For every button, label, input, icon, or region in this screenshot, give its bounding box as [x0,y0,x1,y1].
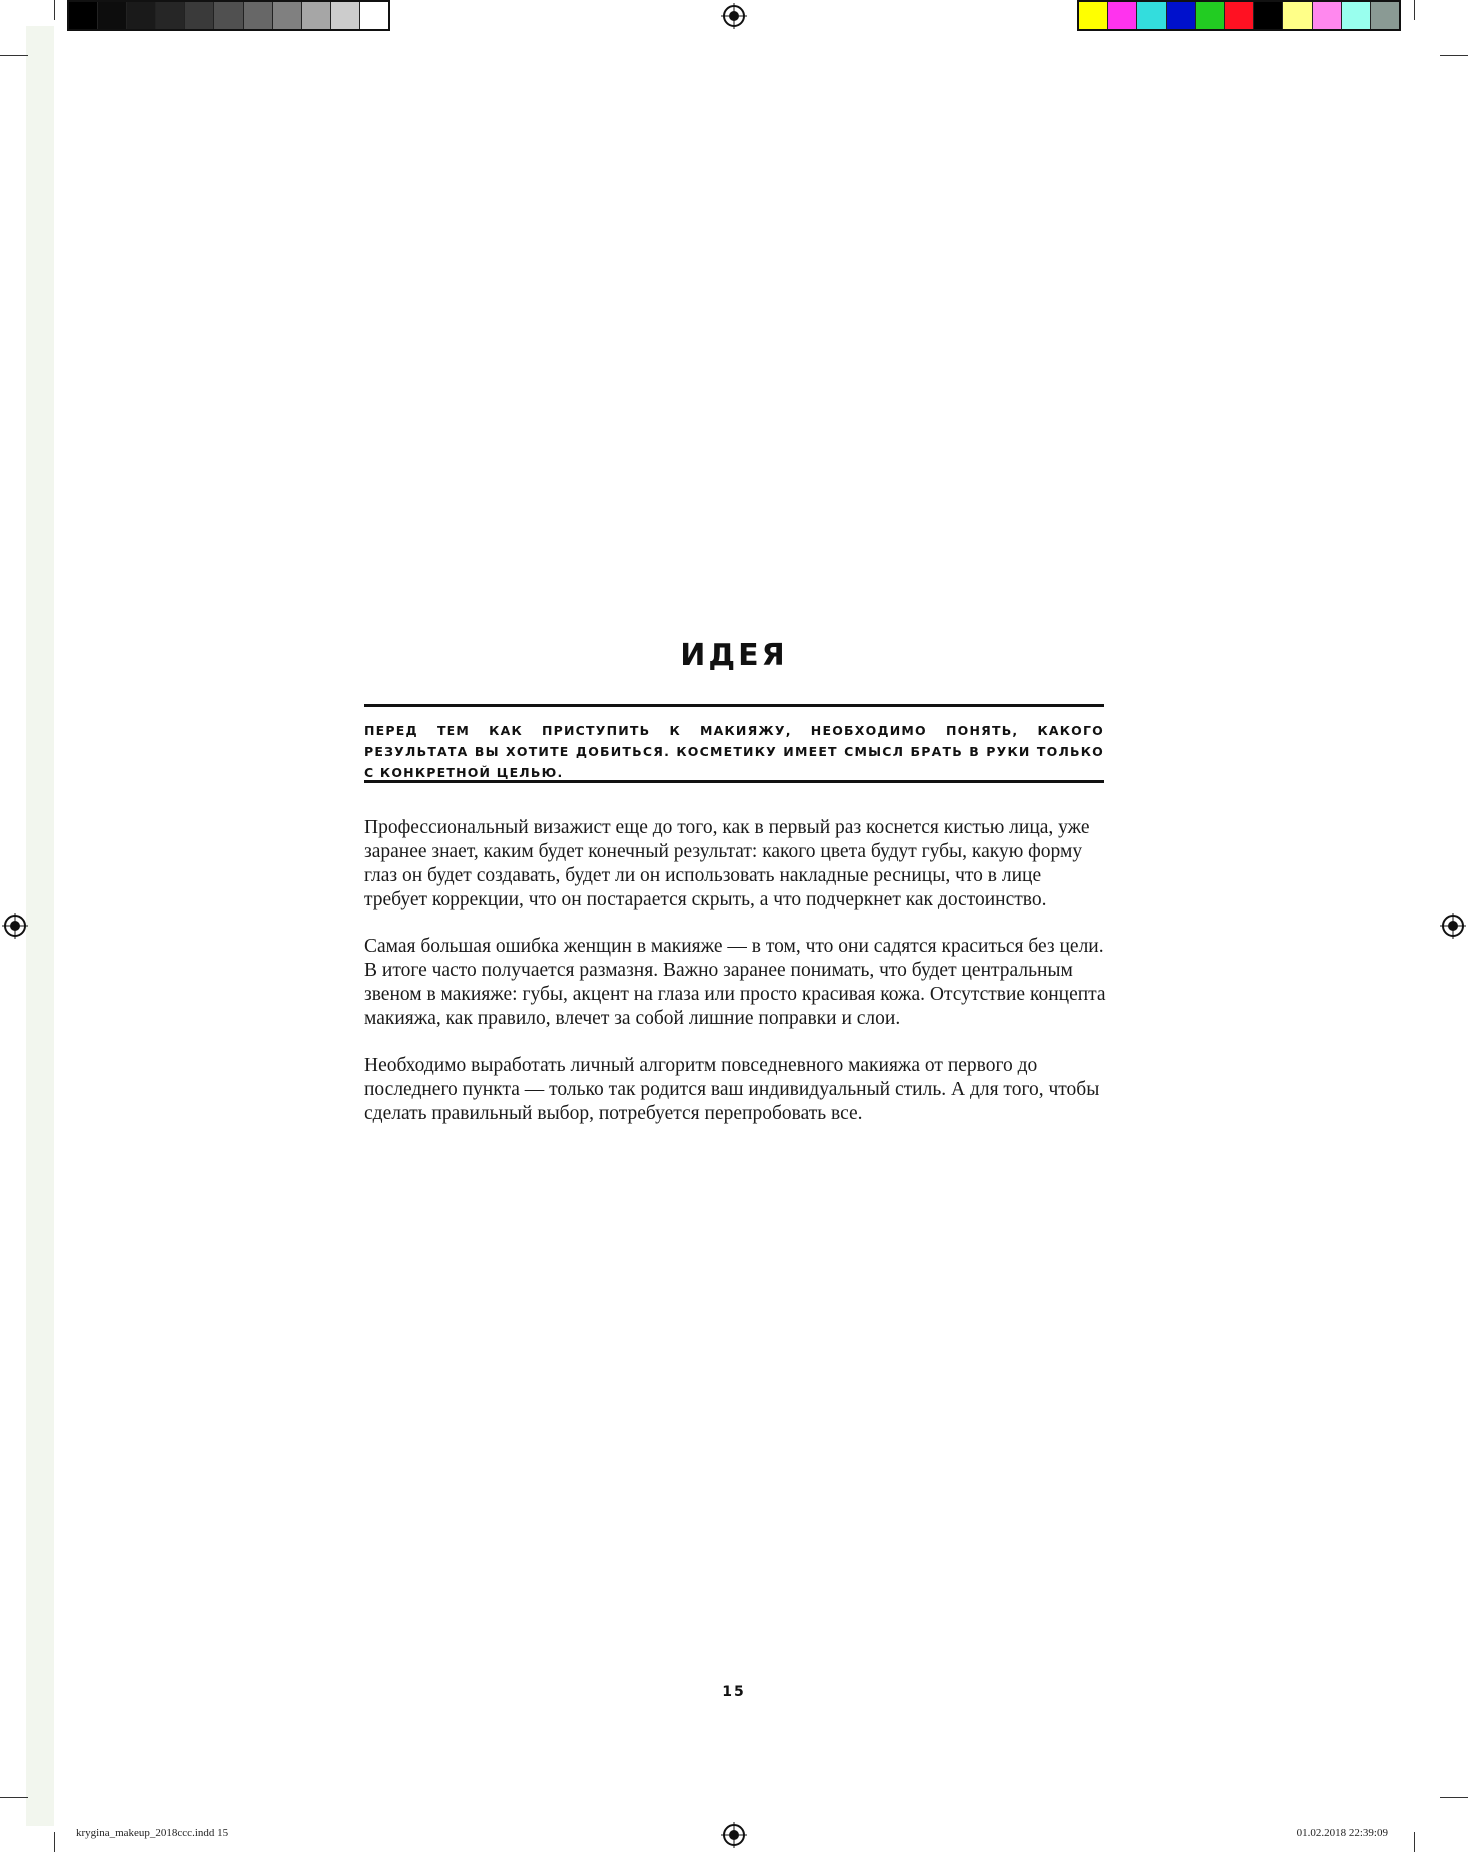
color-swatch [1137,2,1166,29]
divider-bottom [364,780,1104,783]
left-margin-strip [26,26,54,1826]
color-swatch [360,2,388,29]
color-swatch [1196,2,1225,29]
color-swatch [302,2,331,29]
crop-mark [1440,1797,1468,1798]
color-swatch [331,2,360,29]
crop-mark [0,55,28,56]
color-swatch [1283,2,1312,29]
body-paragraph: Необходимо выработать личный алгоритм повседневного макияжа от первого до последнего пункта — только так родится ваш индивидуальный стиль. А для того, чтобы сделать правильный выбор, потребуется перепробовать все. [364,1055,1100,1124]
process-color-bar [1077,0,1401,31]
color-swatch [1342,2,1371,29]
color-swatch [214,2,243,29]
color-swatch [1108,2,1137,29]
body-paragraph: Самая большая ошибка женщин в макияже — в том, что они садятся краситься без цели. В итоге часто получается размазня. Важно заранее понимать, что будет центральным звеном в макияже: губы, акцент на глаза или просто красивая кожа. Отсутствие концепта макияжа, как правило, влечет за собой лишние поправки и слои. [364,936,1106,1029]
crop-mark [54,1832,55,1852]
body-text [364,816,1108,1149]
color-swatch [1225,2,1254,29]
color-swatch [1254,2,1283,29]
color-swatch [1079,2,1108,29]
color-swatch [98,2,127,29]
lead-paragraph: ПЕРЕД ТЕМ КАК ПРИСТУПИТЬ К МАКИЯЖУ, НЕОБХОДИМО ПОНЯТЬ, КАКОГО РЕЗУЛЬТАТА ВЫ ХОТИТЕ ДОБИТЬСЯ. КОСМЕТИКУ ИМЕЕТ СМЫСЛ БРАТЬ В РУКИ ТОЛЬКО С КОНКРЕТНОЙ ЦЕЛЬЮ. [364,723,1104,780]
color-swatch [1167,2,1196,29]
color-swatch [69,2,98,29]
color-swatch [127,2,156,29]
registration-mark-icon [2,913,28,939]
body-paragraph: Профессиональный визажист еще до того, как в первый раз коснется кистью лица, уже заранее знает, каким будет конечный результат: какого цвета будут губы, какую форму глаз он будет создавать, будет ли он использовать накладные ресницы, что в лице требует коррекции, что он постарается скрыть, а что подчеркнет как достоинство. [364,817,1090,910]
color-swatch [1313,2,1342,29]
registration-mark-icon [721,1822,747,1848]
date-slug: 01.02.2018 22:39:09 [1296,1827,1388,1839]
page-number: 15 [722,1684,746,1700]
crop-mark [1414,0,1415,20]
registration-mark-icon [1440,913,1466,939]
crop-mark [54,0,55,20]
color-swatch [1371,2,1399,29]
color-swatch [156,2,185,29]
crop-mark [1414,1832,1415,1852]
color-swatch [244,2,273,29]
divider-top [364,704,1104,707]
color-swatch [273,2,302,29]
color-swatch [185,2,214,29]
gray-color-bar [67,0,390,31]
crop-mark [1440,55,1468,56]
file-slug: krygina_makeup_2018ccc.indd 15 [76,1827,229,1839]
registration-mark-icon [721,3,747,29]
crop-mark [0,1797,28,1798]
section-title: ИДЕЯ [680,638,788,673]
